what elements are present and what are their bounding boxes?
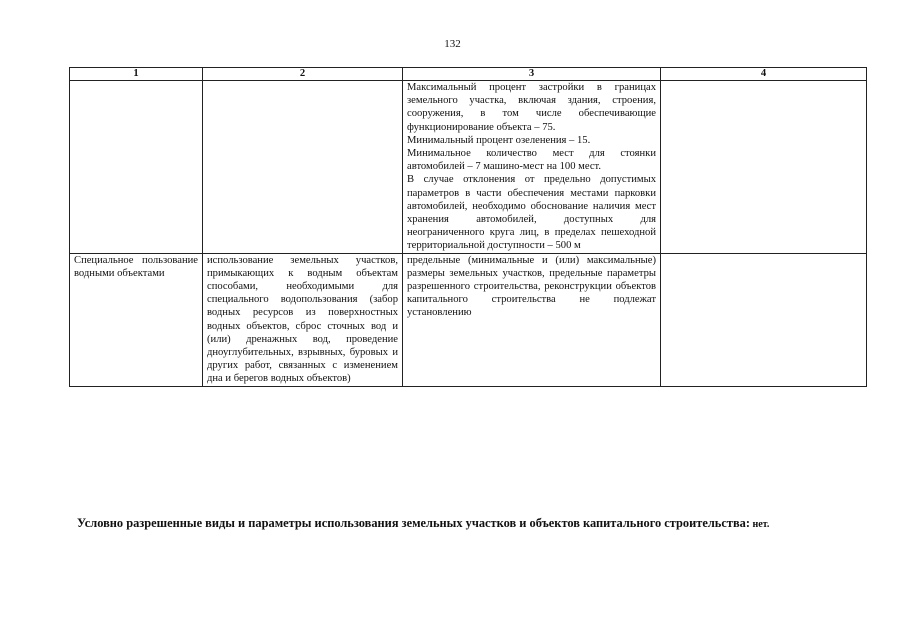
- row1-col4-cell: [661, 81, 867, 254]
- use-type-name: Специальное пользование водными объектами: [70, 253, 203, 386]
- parking-deviation-text: В случае отклонения от предельно допустимых параметров в части обеспечения местами парковки автомобилей, необходимо обоснование наличия мест хранения автомобилей, доступных для неограниченного круга лиц, в пределах пешеходной территориальной доступности – 500 м: [407, 174, 656, 252]
- row1-col1-cell: [70, 81, 203, 254]
- min-greening-percent-text: Минимальный процент озеленения – 15.: [407, 134, 591, 146]
- row1-col3-cell: [403, 81, 661, 254]
- row2-col4-cell: [661, 253, 867, 386]
- conditional-use-note: [77, 513, 845, 535]
- conditional-use-note-main: Условно разрешенные виды и параметры использования земельных участков и объектов капитального строительства:: [77, 516, 750, 530]
- min-parking-places-text: Минимальное количество мест для стоянки автомобилей – 7 машино-мест на 100 мест.: [407, 148, 656, 173]
- max-building-percent-text: Максимальный процент застройки в границах земельного участка, включая здания, строения, сооружения, в том числе обеспечивающие функционирование объекта – 75.: [407, 82, 656, 133]
- header-col-4: 4: [661, 68, 867, 81]
- header-col-2: 2: [203, 68, 403, 81]
- zoning-table: [69, 67, 867, 387]
- use-type-parameters: предельные (минимальные и (или) максимальные) размеры земельных участков, предельные параметры разрешенного строительства, реконструкции объектов капитального строительства не подлежат установлению: [403, 253, 661, 386]
- page-number: 132: [444, 38, 461, 50]
- table-row: [70, 81, 867, 254]
- conditional-use-note-tail: нет.: [749, 519, 770, 530]
- use-type-description: использование земельных участков, примыкающих к водным объектам способами, необходимыми для специального водопользования (забор водных ресурсов из поверхностных водных объектов, сброс сточных вод и (или) дренажных вод, проведение дноуглубительных, взрывных, буровых и других работ, связанных с изменением дна и берегов водных объектов): [203, 253, 403, 386]
- header-row: [70, 68, 867, 81]
- header-col-3: 3: [403, 68, 661, 81]
- row1-col2-cell: [203, 81, 403, 254]
- table-row: [70, 253, 867, 386]
- header-col-1: 1: [70, 68, 203, 81]
